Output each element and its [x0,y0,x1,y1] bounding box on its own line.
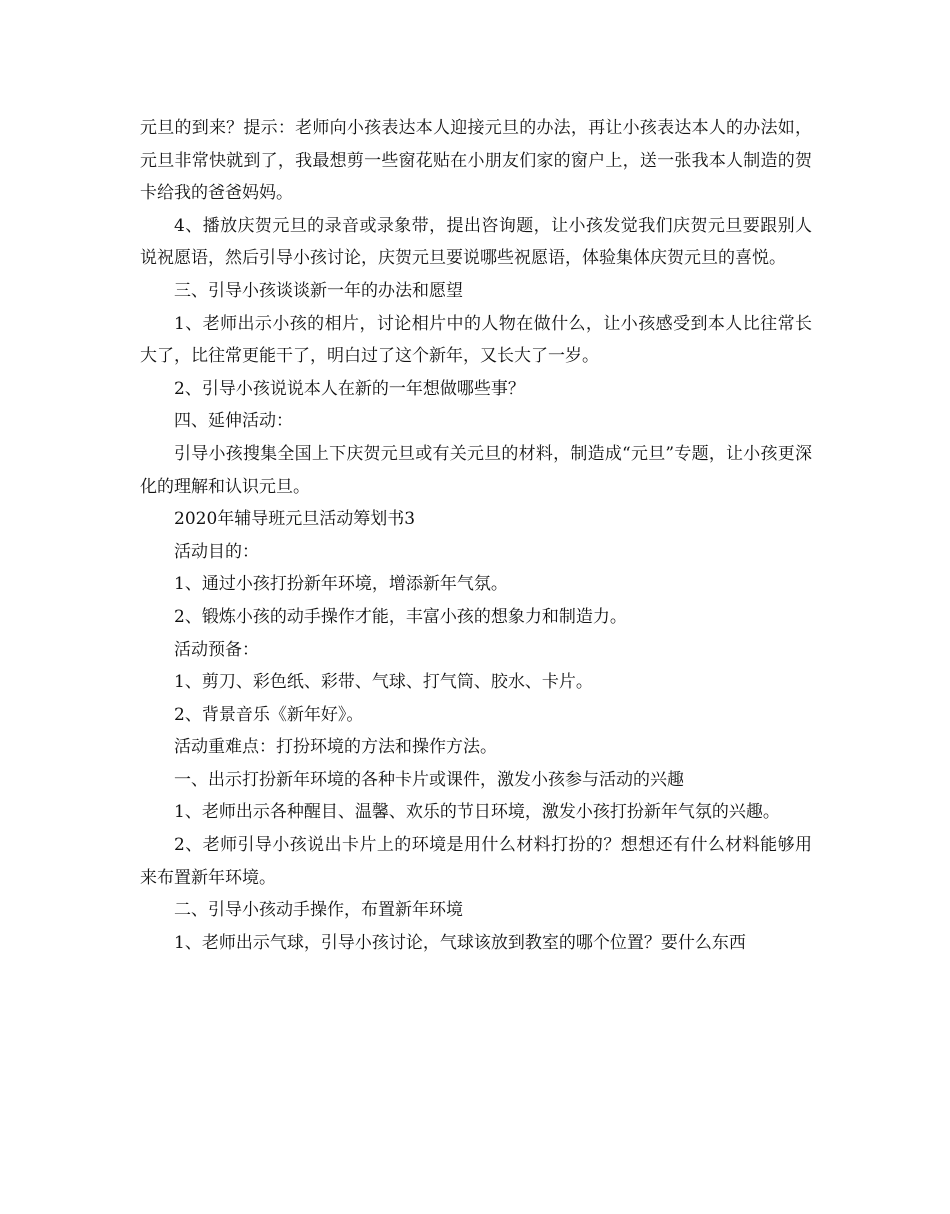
paragraph-item-2: 2、引导小孩说说本人在新的一年想做哪些事？ [174,378,525,399]
paragraph-continued: 元旦的到来？提示：老师向小孩表达本人迎接元旦的办法，再让小孩表达本人的办法如，元旦非常快就到了，我最想剪一些窗花贴在小朋友们家的窗户上，送一张我本人制造的贺卡给我的爸爸妈妈。 [140,118,812,204]
paragraph-step-4: 4、播放庆贺元旦的录音或录象带，提出咨询题，让小孩发觉我们庆贺元旦要跟别人说祝愿语，然后引导小孩讨论，庆贺元旦要说哪些祝愿语，体验集体庆贺元旦的喜悦。 [140,215,812,269]
paragraph-item-1: 1、老师出示小孩的相片，讨论相片中的人物在做什么，让小孩感受到本人比往常长大了，比往常更能干了，明白过了这个新年，又长大了一岁。 [140,313,812,367]
label-key-points: 活动重难点：打扮环境的方法和操作方法。 [174,737,497,758]
section-heading-1: 一、出示打扮新年环境的各种卡片或课件，激发小孩参与活动的兴趣 [174,769,684,790]
section-heading-3: 三、引导小孩谈谈新一年的办法和愿望 [174,280,463,301]
label-goals: 活动目的： [174,541,259,562]
preparation-item-2: 2、背景音乐《新年好》。 [174,704,364,725]
paragraph-step-1: 1、老师出示各种醒目、温馨、欢乐的节日环境，激发小孩打扮新年气氛的兴趣。 [174,802,780,823]
paragraph-balloon: 1、老师出示气球，引导小孩讨论，气球该放到教室的哪个位置？要什么东西 [174,932,746,953]
section-heading-2: 二、引导小孩动手操作，布置新年环境 [174,900,463,921]
label-preparation: 活动预备： [174,639,259,660]
section-heading-4: 四、延伸活动： [174,411,293,432]
goal-item-2: 2、锻炼小孩的动手操作才能，丰富小孩的想象力和制造力。 [174,606,627,627]
document-body [140,112,812,959]
paragraph-step-2: 2、老师引导小孩说出卡片上的环境是用什么材料打扮的？想想还有什么材料能够用来布置新年环境。 [140,835,812,888]
paragraph-extension: 引导小孩搜集全国上下庆贺元旦或有关元旦的材料，制造成“元旦”专题，让小孩更深化的理解和认识元旦。 [140,443,812,497]
plan-title: 2020年辅导班元旦活动筹划书3 [174,509,416,530]
goal-item-1: 1、通过小孩打扮新年环境，增添新年气氛。 [174,574,508,595]
preparation-item-1: 1、剪刀、彩色纸、彩带、气球、打气筒、胶水、卡片。 [174,672,593,693]
